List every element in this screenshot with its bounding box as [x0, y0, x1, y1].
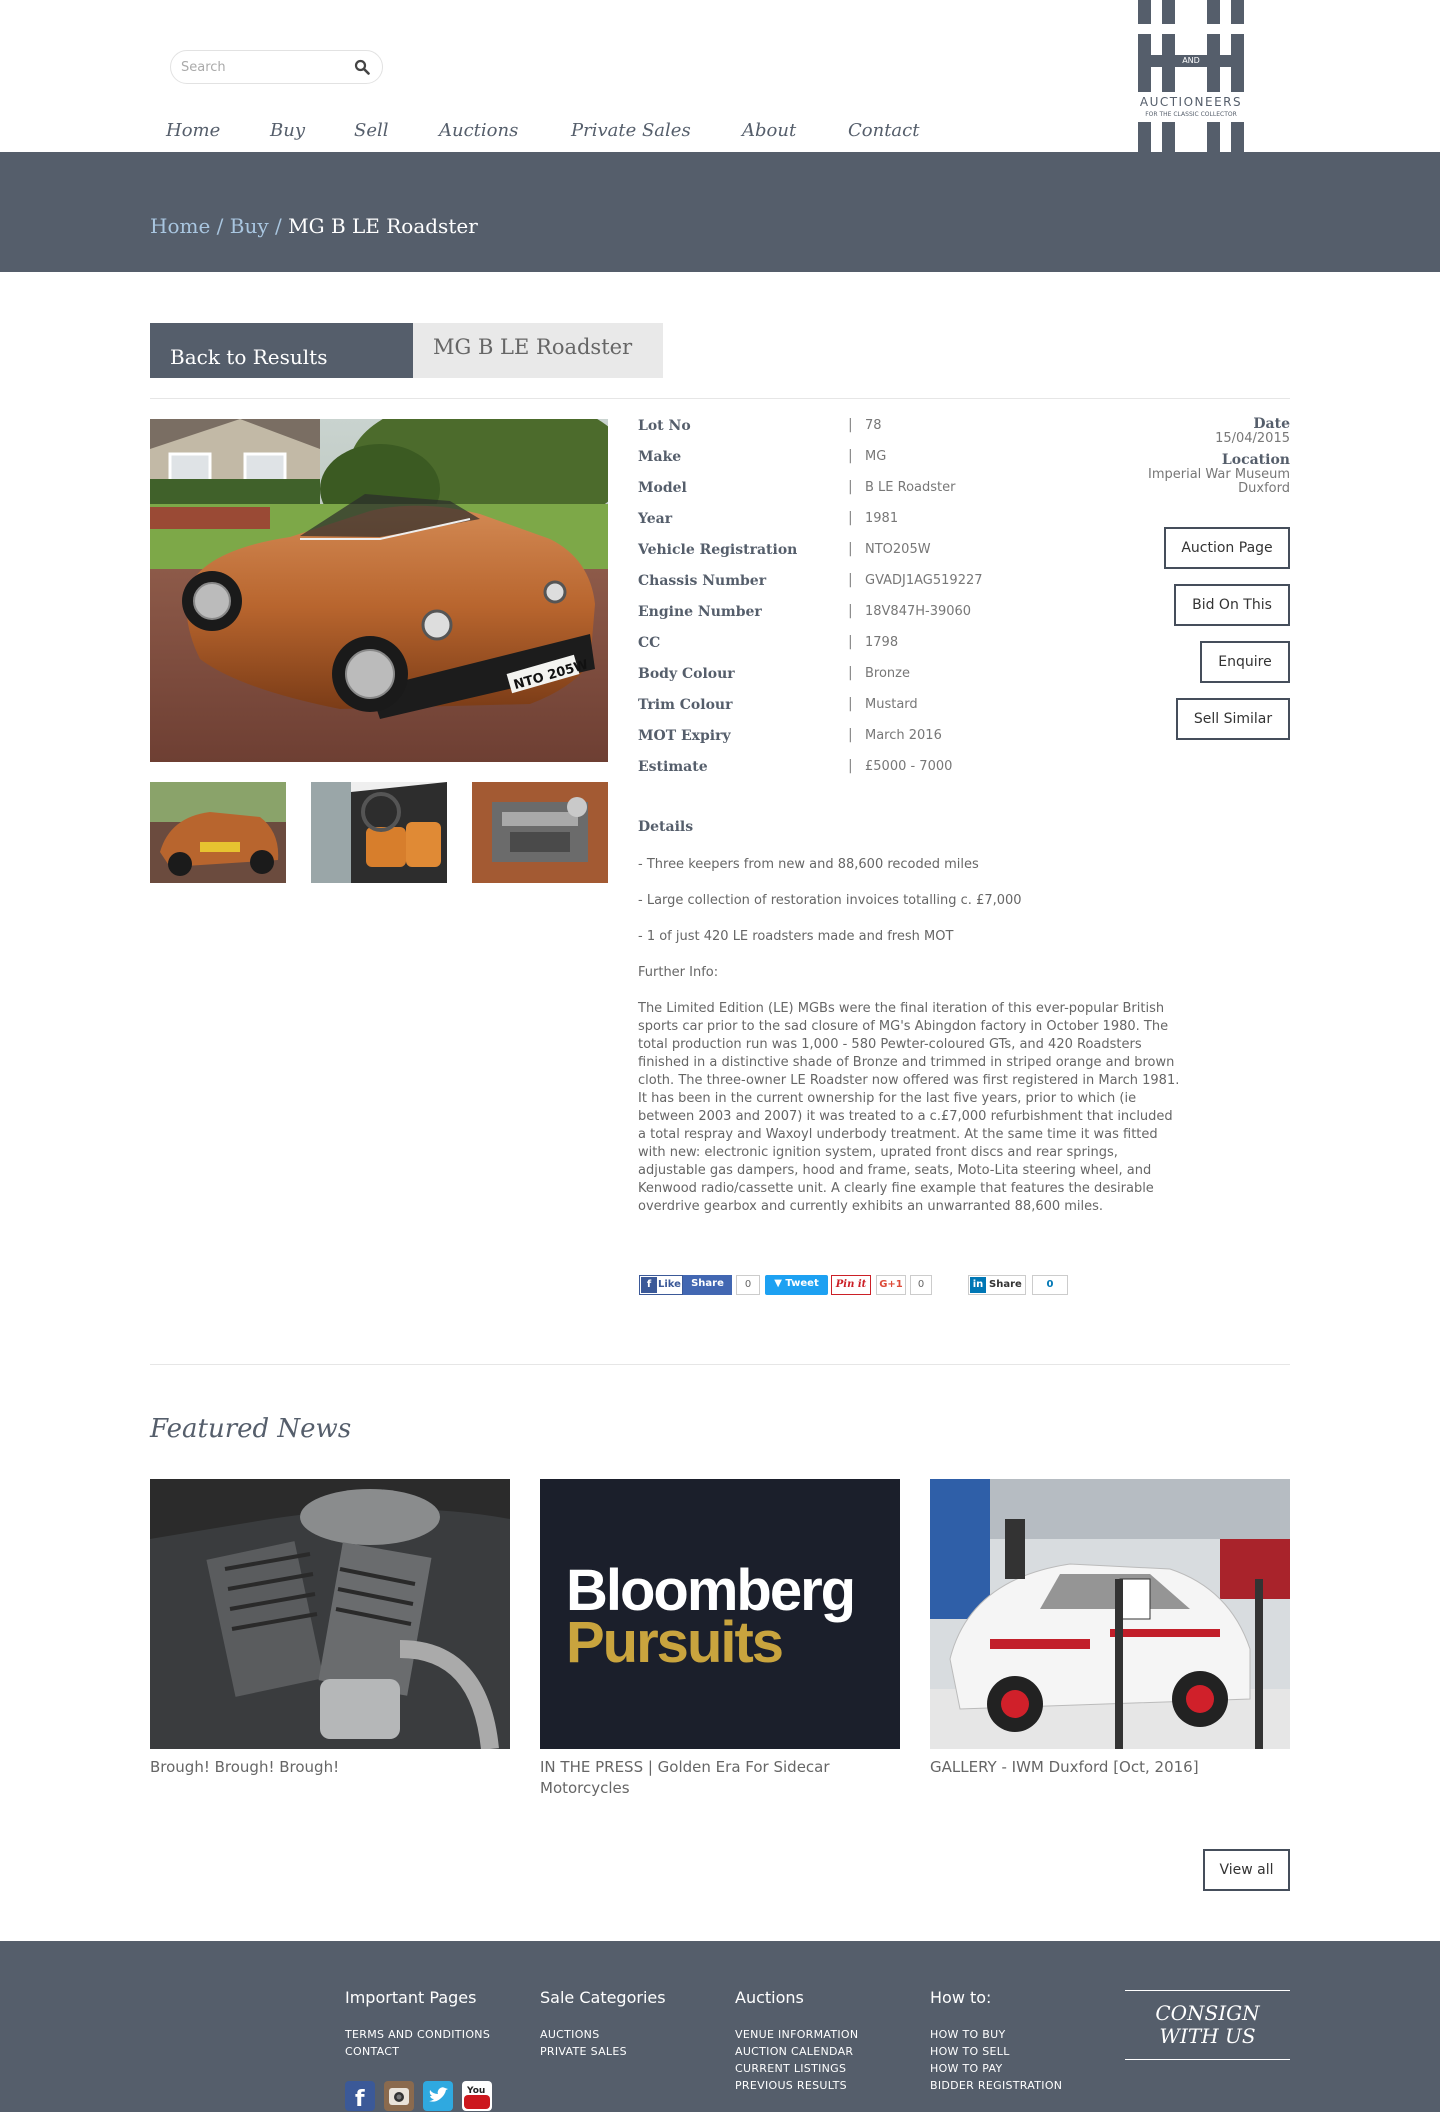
search-box [170, 50, 383, 84]
bid-on-this-button[interactable]: Bid On This [1174, 584, 1290, 626]
spec-label: MOT Expiry [638, 728, 731, 744]
footer-link-terms[interactable]: TERMS AND CONDITIONS [345, 2028, 491, 2041]
detail-bullet: - 1 of just 420 LE roadsters made and fresh MOT [638, 929, 954, 944]
spec-value: March 2016 [865, 728, 942, 743]
google-plus-button[interactable]: G+1 [876, 1275, 906, 1295]
spec-value: 1798 [865, 635, 899, 650]
spec-label: Body Colour [638, 666, 735, 682]
spec-row [638, 449, 1108, 469]
date-value: 15/04/2015 [1215, 431, 1290, 446]
enquire-button[interactable]: Enquire [1200, 641, 1290, 683]
spec-value: MG [865, 449, 887, 464]
spec-separator: | [848, 510, 853, 526]
footer-link-how-to-buy[interactable]: HOW TO BUY [930, 2028, 1006, 2041]
search-icon[interactable] [354, 59, 370, 75]
footer-heading-auctions: Auctions [735, 1988, 804, 2007]
facebook-share-button[interactable]: Share [683, 1275, 732, 1295]
car-plate: NTO 205W [512, 657, 591, 694]
news-caption[interactable]: GALLERY - IWM Duxford [Oct, 2016] [930, 1758, 1199, 1776]
breadcrumb-sep: / [275, 214, 282, 238]
spec-row [638, 759, 1108, 779]
footer-link-current[interactable]: CURRENT LISTINGS [735, 2062, 847, 2075]
nav-auctions[interactable]: Auctions [439, 120, 519, 141]
instagram-icon[interactable] [384, 2081, 414, 2111]
spec-row [638, 573, 1108, 593]
spec-value: Mustard [865, 697, 918, 712]
sell-similar-button[interactable]: Sell Similar [1176, 698, 1290, 740]
svg-text:You: You [467, 2086, 486, 2096]
details-body: The Limited Edition (LE) MGBs were the final iteration of this ever-popular British sports car prior to the sad closure of MG's Abingdon factory in October 1980. The total production run was 1,000 - 580 Pewter-coloured GTs, and 420 Roadsters finished in a distinctive shade of Bronze and trimmed in striped orange and brown cloth. The three-owner LE Roadster now offered was first registered in March 1981. It has been in the current ownership for the last five years, prior to which (ie between 2003 and 2007) it was treated to a c.£7,000 refurbishment that included a total respray and Waxoyl underbody treatment. At the same time it was fitted with new: electronic ignition system, uprated front discs and rear springs, adjustable gas dampers, hood and frame, seats, Moto-Lita steering wheel, and Kenwood radio/cassette unit. A clearly fine example that features the desirable overdrive gearbox and currently exhibits an unwarranted 88,600 miles. [638, 1001, 1180, 1214]
spec-value: GVADJ1AG519227 [865, 573, 983, 588]
spec-row [638, 728, 1108, 748]
footer-link-how-to-sell[interactable]: HOW TO SELL [930, 2045, 1010, 2058]
location-line2: Duxford [1238, 481, 1290, 496]
footer-link-previous[interactable]: PREVIOUS RESULTS [735, 2079, 847, 2092]
footer-link-how-to-pay[interactable]: HOW TO PAY [930, 2062, 1003, 2075]
footer-link-calendar[interactable]: AUCTION CALENDAR [735, 2045, 854, 2058]
breadcrumb-buy[interactable]: Buy [229, 214, 269, 238]
back-to-results-button[interactable]: Back to Results [150, 323, 413, 378]
news-image-bloomberg[interactable] [540, 1479, 900, 1749]
footer-link-bidder-registration[interactable]: BIDDER REGISTRATION [930, 2079, 1063, 2092]
spec-label: Estimate [638, 759, 708, 775]
thumbnail-engine[interactable] [472, 782, 608, 883]
spec-separator: | [848, 603, 853, 619]
news-caption[interactable]: IN THE PRESS | Golden Era For Sidecar Motorcycles [540, 1758, 830, 1797]
spec-label: Chassis Number [638, 573, 767, 589]
spec-row [638, 511, 1108, 531]
youtube-icon[interactable] [462, 2081, 492, 2111]
spec-separator: | [848, 758, 853, 774]
logo-name: AUCTIONEERS [1139, 95, 1243, 109]
tweet-button[interactable]: ▼ Tweet [765, 1275, 828, 1295]
footer-link-venue[interactable]: VENUE INFORMATION [735, 2028, 859, 2041]
nav-contact[interactable]: Contact [848, 120, 920, 141]
consign-line1: CONSIGN [1155, 2001, 1260, 2025]
spec-value: 18V847H-39060 [865, 604, 972, 619]
spec-separator: | [848, 572, 853, 588]
footer-heading-sale-categories: Sale Categories [540, 1988, 666, 2007]
spec-separator: | [848, 727, 853, 743]
consign-with-us-button[interactable] [1125, 1990, 1290, 2060]
footer-heading-how-to: How to: [930, 1988, 992, 2007]
bloomberg-logo-line1: Bloomberg [566, 1558, 855, 1623]
breadcrumb [150, 214, 478, 238]
news-caption[interactable]: Brough! Brough! Brough! [150, 1758, 340, 1776]
nav-sell[interactable]: Sell [354, 120, 389, 141]
bloomberg-logo-line2: Pursuits [566, 1610, 783, 1675]
spec-label: Lot No [638, 418, 691, 434]
logo-and: AND [1182, 56, 1200, 65]
spec-separator: | [848, 541, 853, 557]
spec-row [638, 418, 1108, 438]
details-heading: Details [638, 819, 694, 835]
facebook-icon: f [641, 1277, 657, 1293]
footer-link-auctions[interactable]: AUCTIONS [540, 2028, 600, 2041]
spec-label: Engine Number [638, 604, 762, 620]
linkedin-icon: in [970, 1277, 986, 1293]
spec-label: CC [638, 635, 661, 651]
google-plus-count: 0 [910, 1275, 932, 1295]
linkedin-share-button[interactable]: in Share [968, 1275, 1026, 1295]
spec-value: NTO205W [865, 542, 931, 557]
main-car-photo[interactable] [150, 419, 608, 762]
nav-buy[interactable]: Buy [270, 120, 305, 141]
nav-about[interactable]: About [742, 120, 797, 141]
logo-mark [1136, 0, 1256, 152]
footer-link-contact[interactable]: CONTACT [345, 2045, 400, 2058]
spec-value: 1981 [865, 511, 899, 526]
spec-value: Bronze [865, 666, 910, 681]
breadcrumb-home[interactable]: Home [150, 214, 211, 238]
spec-row [638, 666, 1108, 686]
spec-row [638, 635, 1108, 655]
pinterest-button[interactable]: Pin it [831, 1275, 871, 1295]
spec-value: B LE Roadster [865, 480, 956, 495]
divider [150, 398, 1290, 399]
thumbnail-interior[interactable] [311, 782, 447, 883]
logo-tagline: FOR THE CLASSIC COLLECTOR [1145, 111, 1237, 118]
further-info-label: Further Info: [638, 965, 719, 980]
location-line1: Imperial War Museum [1147, 467, 1290, 482]
spec-label: Year [638, 511, 673, 527]
site-footer [0, 1941, 1440, 2112]
search-input[interactable] [181, 51, 341, 83]
nav-home[interactable]: Home [166, 120, 221, 141]
detail-bullet: - Three keepers from new and 88,600 recoded miles [638, 857, 979, 872]
facebook-icon[interactable] [345, 2081, 375, 2111]
view-all-button[interactable]: View all [1203, 1849, 1290, 1891]
twitter-icon[interactable] [423, 2081, 453, 2111]
spec-value: £5000 - 7000 [865, 759, 953, 774]
spec-row [638, 697, 1108, 717]
spec-label: Vehicle Registration [638, 542, 798, 558]
news-image-duxford[interactable] [930, 1479, 1290, 1749]
featured-news-title: Featured News [150, 1414, 352, 1444]
location-label: Location [1221, 452, 1290, 468]
twitter-icon: ▼ [774, 1278, 786, 1289]
svg-text:f: f [355, 2087, 365, 2111]
spec-separator: | [848, 448, 853, 464]
spec-separator: | [848, 696, 853, 712]
consign-line2: WITH US [1159, 2024, 1256, 2048]
page-banner [0, 152, 1440, 272]
detail-bullet: - Large collection of restoration invoices totalling c. £7,000 [638, 893, 1022, 908]
spec-separator: | [848, 665, 853, 681]
spec-row [638, 604, 1108, 624]
footer-link-private-sales[interactable]: PRIVATE SALES [540, 2045, 627, 2058]
divider [150, 1364, 1290, 1365]
facebook-count: 0 [736, 1275, 760, 1295]
spec-row [638, 542, 1108, 562]
site-logo[interactable] [1136, 0, 1256, 152]
spec-separator: | [848, 479, 853, 495]
spec-value: 78 [865, 418, 882, 433]
spec-label: Trim Colour [638, 697, 733, 713]
breadcrumb-current: MG B LE Roadster [288, 214, 478, 238]
breadcrumb-sep: / [216, 214, 224, 238]
lot-title-tab: MG B LE Roadster [413, 323, 663, 378]
linkedin-count: 0 [1032, 1275, 1068, 1295]
spec-label: Model [638, 480, 687, 496]
nav-private-sales[interactable]: Private Sales [571, 120, 691, 141]
facebook-like-button[interactable]: f Like [639, 1275, 683, 1295]
spec-label: Make [638, 449, 682, 465]
thumbnail-rear[interactable] [150, 782, 286, 883]
news-image-brough[interactable] [150, 1479, 510, 1749]
footer-heading-important: Important Pages [345, 1988, 477, 2007]
auction-page-button[interactable]: Auction Page [1164, 527, 1290, 569]
spec-row [638, 480, 1108, 500]
date-label: Date [1253, 416, 1290, 432]
spec-separator: | [848, 417, 853, 433]
spec-separator: | [848, 634, 853, 650]
